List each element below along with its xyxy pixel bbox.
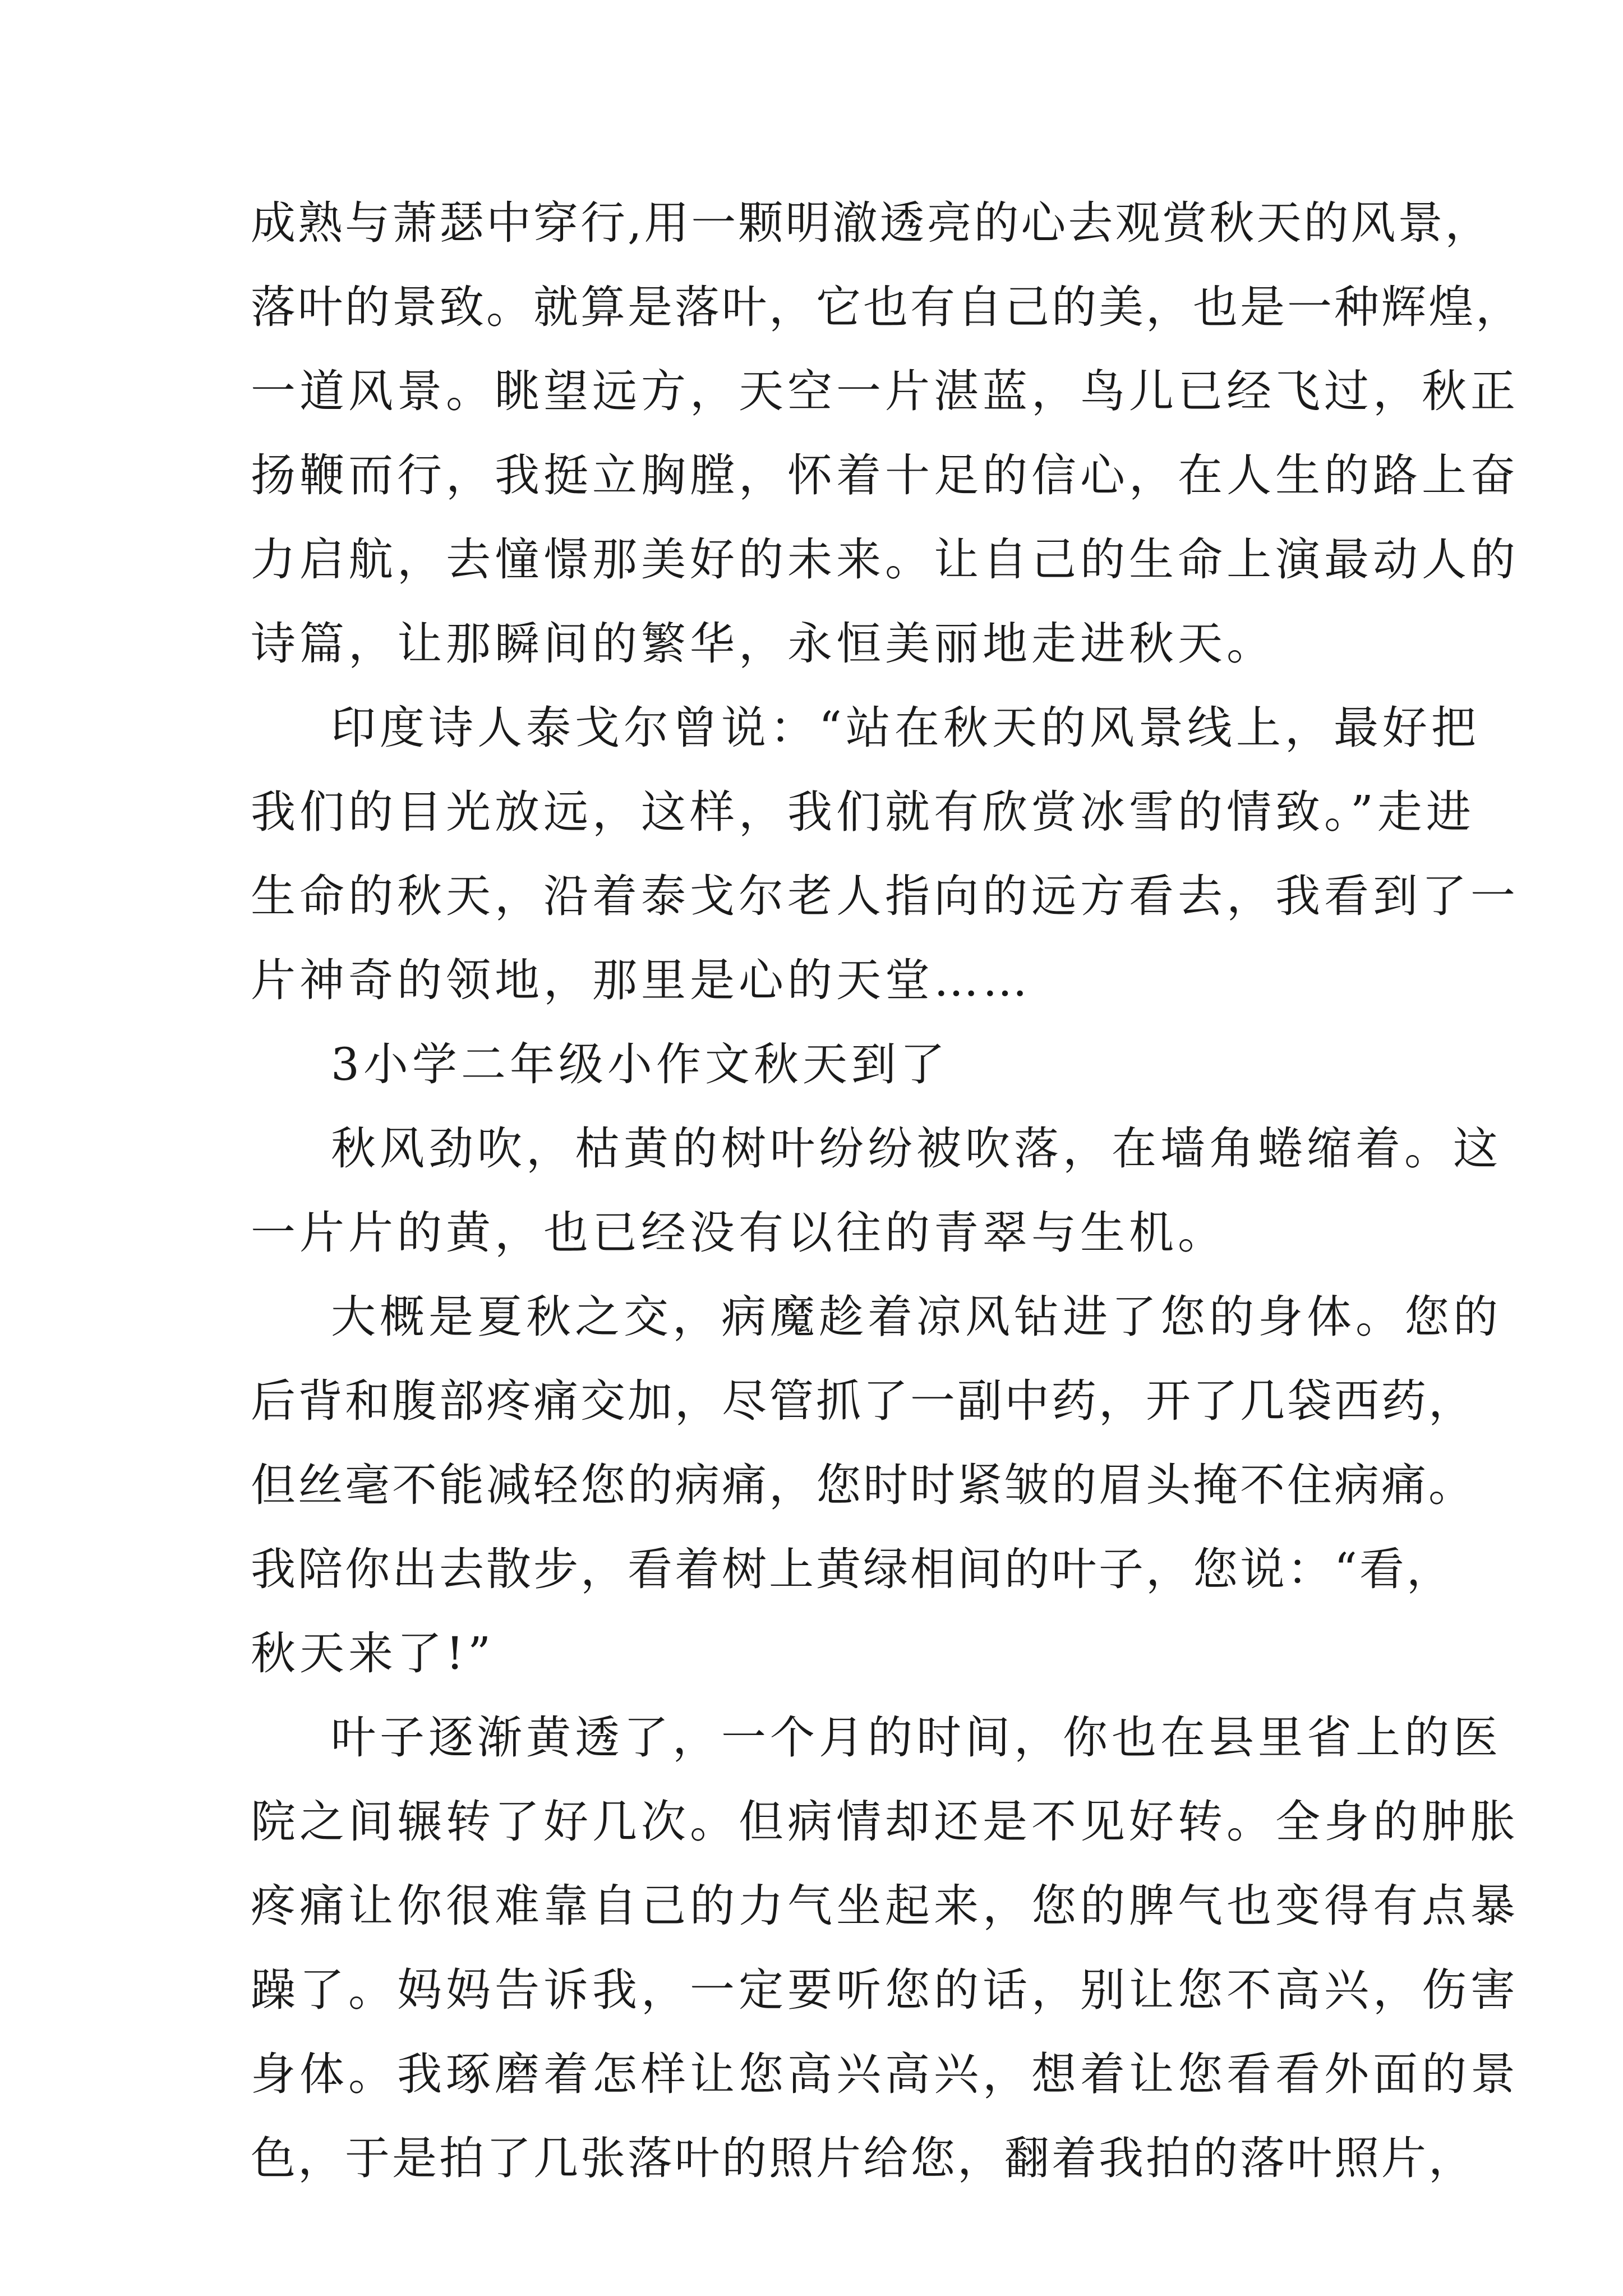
text-line: 我们的目光放远，这样，我们就有欣赏冰雪的情致。”走进 bbox=[251, 786, 1475, 838]
text-line: 片神奇的领地，那里是心的天堂…… bbox=[251, 954, 1031, 1006]
text-line: 秋天来了!” bbox=[251, 1627, 495, 1680]
text-line: 一片片的黄，也已经没有以往的青翠与生机。 bbox=[251, 1207, 1227, 1259]
text-line: 色，于是拍了几张落叶的照片给您，翻着我拍的落叶照片， bbox=[251, 2132, 1476, 2184]
text-line: 躁了。妈妈告诉我，一定要听您的话，别让您不高兴，伤害 bbox=[251, 1964, 1519, 2016]
text-line: 后背和腹部疼痛交加，尽管抓了一副中药，开了几袋西药， bbox=[251, 1375, 1476, 1427]
text-line: 院之间辗转了好几次。但病情却还是不见好转。全身的肿胀 bbox=[251, 1796, 1519, 1848]
text-line: 成熟与萧瑟中穿行,用一颗明澈透亮的心去观赏秋天的风景， bbox=[251, 197, 1492, 249]
text-line: 诗篇，让那瞬间的繁华，永恒美丽地走进秋天。 bbox=[251, 618, 1275, 670]
section-heading: 3小学二年级小作文秋天到了 bbox=[331, 1038, 949, 1091]
text-line: 身体。我琢磨着怎样让您高兴高兴，想着让您看看外面的景 bbox=[251, 2048, 1519, 2100]
text-line: 但丝毫不能减轻您的病痛，您时时紧皱的眉头掩不住病痛。 bbox=[251, 1459, 1476, 1511]
text-line: 疼痛让你很难靠自己的力气坐起来，您的脾气也变得有点暴 bbox=[251, 1880, 1519, 1932]
text-line: 生命的秋天，沿着泰戈尔老人指向的远方看去，我看到了一 bbox=[251, 870, 1519, 922]
text-line: 扬鞭而行，我挺立胸膛，怀着十足的信心，在人生的路上奋 bbox=[251, 449, 1519, 501]
paragraph-first-line: 叶子逐渐黄透了，一个月的时间，你也在县里省上的医 bbox=[331, 1711, 1502, 1764]
paragraph-first-line: 大概是夏秋之交，病魔趁着凉风钻进了您的身体。您的 bbox=[331, 1291, 1502, 1343]
text-line: 一道风景。眺望远方，天空一片湛蓝，鸟儿已经飞过，秋正 bbox=[251, 365, 1519, 417]
paragraph-first-line: 秋风劲吹，枯黄的树叶纷纷被吹落，在墙角蜷缩着。这 bbox=[331, 1122, 1502, 1175]
text-line: 力启航，去憧憬那美好的未来。让自己的生命上演最动人的 bbox=[251, 533, 1519, 586]
text-line: 我陪你出去散步，看着树上黄绿相间的叶子，您说：“看， bbox=[251, 1543, 1454, 1595]
paragraph-first-line: 印度诗人泰戈尔曾说：“站在秋天的风景线上，最好把 bbox=[331, 702, 1480, 754]
text-line: 落叶的景致。就算是落叶，它也有自己的美，也是一种辉煌， bbox=[251, 281, 1523, 333]
